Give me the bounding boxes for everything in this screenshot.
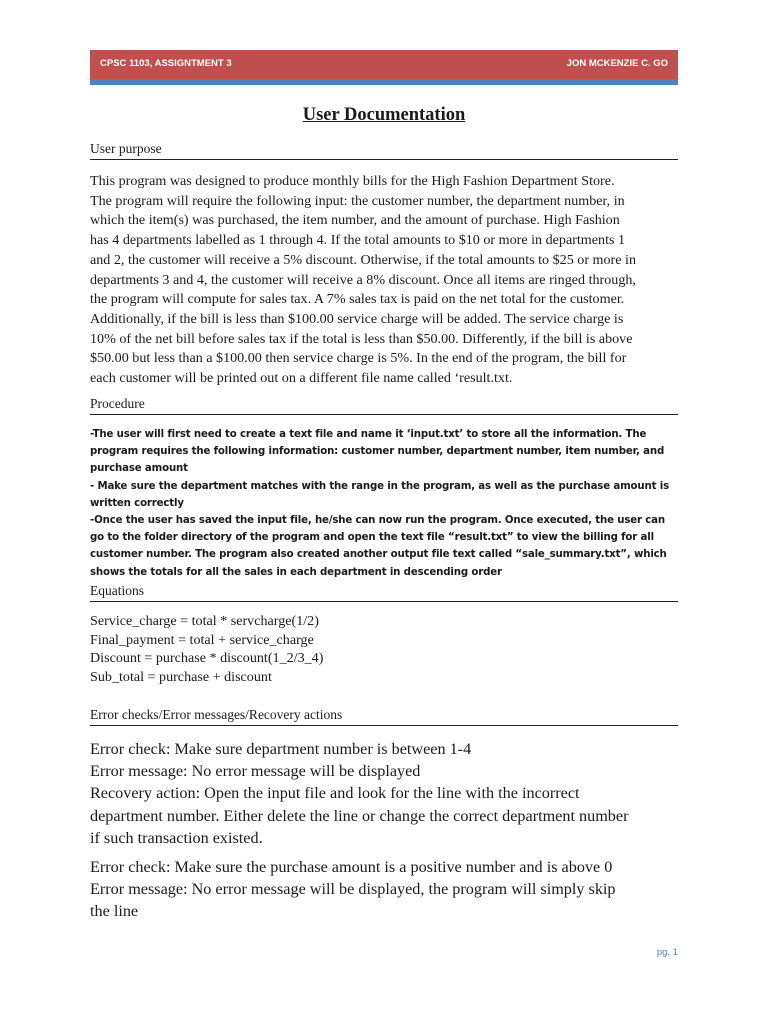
purpose-line: The program will require the following input: the customer number, the department number, in bbox=[90, 192, 625, 209]
error-line: Recovery action: Open the input file and look for the line with the incorrect bbox=[90, 784, 580, 803]
purpose-line: and 2, the customer will receive a 5% discount. Otherwise, if the total amounts to $25 or more in bbox=[90, 251, 636, 268]
section-heading-purpose: User purpose bbox=[90, 141, 678, 160]
section-heading-equations: Equations bbox=[90, 583, 678, 602]
purpose-line: This program was designed to produce monthly bills for the High Fashion Department Store. bbox=[90, 173, 615, 189]
purpose-line: 10% of the net bill before sales tax if the total is less than $50.00. Differently, if the bill is above bbox=[90, 330, 633, 347]
procedure-line: customer number. The program also created another output file text called “sale_summary.txt”, which bbox=[90, 549, 667, 561]
equation-line: Service_charge = total * servcharge(1/2) bbox=[90, 613, 319, 629]
error-check-group-2 bbox=[90, 856, 682, 923]
purpose-line: each customer will be printed out on a different file name called ‘result.txt. bbox=[90, 370, 513, 387]
equation-line: Sub_total = purchase + discount bbox=[90, 668, 272, 685]
error-line: the line bbox=[90, 902, 139, 921]
equation-line: Final_payment = total + service_charge bbox=[90, 631, 314, 648]
procedure-line: shows the totals for all the sales in each department in descending order bbox=[90, 566, 502, 578]
section-heading-errors: Error checks/Error messages/Recovery actions bbox=[90, 707, 678, 726]
procedure-line: -Once the user has saved the input file, he/she can now run the program. Once executed, the user can bbox=[90, 515, 665, 527]
purpose-line: Additionally, if the bill is less than $100.00 service charge will be added. The service charge is bbox=[90, 310, 624, 327]
procedure-line: written correctly bbox=[90, 497, 184, 509]
procedure-line: purchase amount bbox=[90, 463, 188, 475]
header-divider bbox=[90, 79, 678, 85]
purpose-line: $50.00 but less than a $100.00 then service charge is 5%. In the end of the program, the bill for bbox=[90, 350, 627, 367]
section-heading-procedure: Procedure bbox=[90, 396, 678, 415]
error-check-group-1 bbox=[90, 738, 682, 849]
procedure-line: - Make sure the department matches with the range in the program, as well as the purchase amount is bbox=[90, 480, 669, 492]
page-header bbox=[90, 50, 678, 79]
header-course: CPSC 1103, ASSIGNTMENT 3 bbox=[100, 58, 232, 69]
procedure-text bbox=[90, 426, 680, 581]
purpose-line: has 4 departments labelled as 1 through 4. If the total amounts to $10 or more in departments 1 bbox=[90, 232, 626, 249]
equation-line: Discount = purchase * discount(1_2/3_4) bbox=[90, 650, 324, 666]
error-line: if such transaction existed. bbox=[90, 828, 263, 847]
header-author: JON MCKENZIE C. GO bbox=[566, 58, 668, 69]
procedure-line: program requires the following information: customer number, department number, item number, and bbox=[90, 446, 665, 458]
equations-list bbox=[90, 612, 678, 686]
error-line: Error check: Make sure the purchase amount is a positive number and is above 0 bbox=[90, 858, 613, 876]
page-title: User Documentation bbox=[302, 105, 466, 125]
purpose-line: the program will compute for sales tax. A 7% sales tax is paid on the net total for the customer. bbox=[90, 291, 625, 308]
page-number: pg. 1 bbox=[656, 947, 678, 958]
error-line: Error message: No error message will be displayed, the program will simply skip bbox=[90, 880, 616, 899]
purpose-line: which the item(s) was purchased, the item number, and the amount of purchase. High Fashion bbox=[90, 212, 620, 229]
purpose-line: departments 3 and 4, the customer will receive a 8% discount. Once all items are ringed through, bbox=[90, 271, 636, 288]
error-line: department number. Either delete the line or change the correct department number bbox=[90, 806, 629, 825]
procedure-line: -The user will first need to create a text file and name it ‘input.txt’ to store all the information. The bbox=[90, 429, 647, 440]
purpose-paragraph bbox=[90, 172, 680, 389]
procedure-line: go to the folder directory of the program and open the text file “result.txt” to view the billing for all bbox=[90, 532, 654, 544]
error-line: Error check: Make sure department number is between 1-4 bbox=[90, 740, 472, 758]
error-line: Error message: No error message will be displayed bbox=[90, 762, 421, 781]
